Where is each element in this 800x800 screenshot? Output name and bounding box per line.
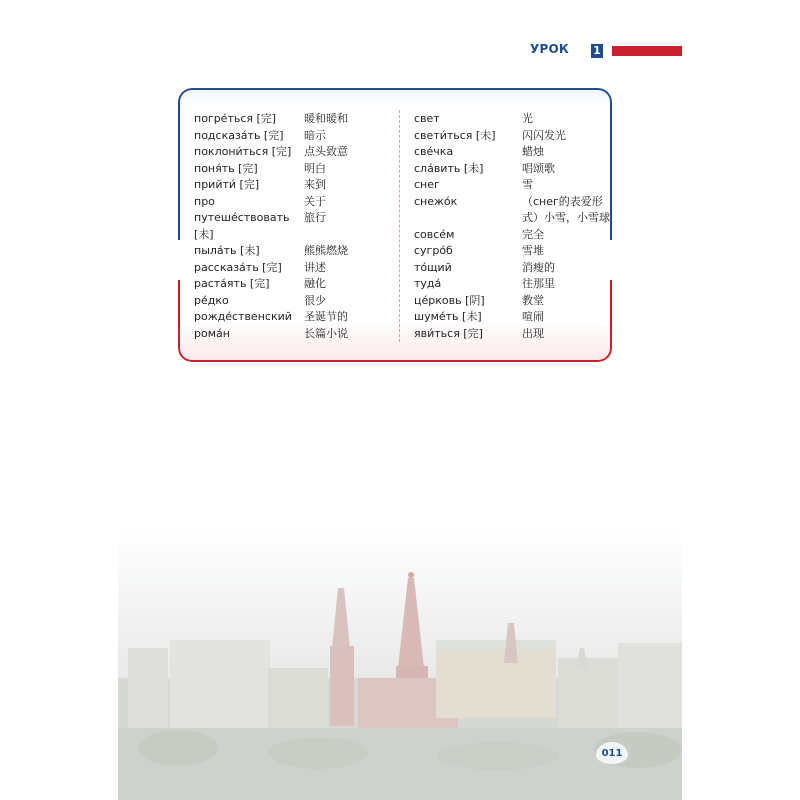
- vocab-row: [414, 161, 609, 178]
- chinese-translation: 熊熊燃烧: [304, 244, 348, 257]
- chinese-translation: 点头致意: [304, 145, 348, 158]
- vocab-row: [414, 111, 609, 128]
- chinese-translation: 融化: [304, 277, 326, 290]
- chinese-translation: 圣诞节的: [304, 310, 348, 323]
- russian-word: погре́ться [完]: [194, 112, 277, 125]
- russian-word: [未]: [194, 227, 214, 241]
- russian-word: путеше́ствовать: [194, 211, 290, 224]
- chinese-translation: 唱颂歌: [522, 161, 555, 175]
- chinese-translation: 蜡烛: [522, 145, 544, 158]
- vocab-row: [414, 128, 609, 145]
- russian-word: прийти́ [完]: [194, 178, 260, 191]
- chinese-translation: 往那里: [522, 277, 555, 290]
- vocab-row: [194, 161, 394, 178]
- vocabulary-card: [178, 88, 612, 362]
- vocab-row: [194, 227, 394, 244]
- header-stripe-red: [612, 46, 682, 56]
- vocab-row: [414, 326, 609, 343]
- lesson-label: УРОК: [530, 42, 569, 56]
- chinese-translation: 旅行: [304, 211, 326, 224]
- vocab-row: [194, 276, 394, 293]
- chinese-translation: 明白: [304, 161, 326, 175]
- chinese-translation: （снег的表爱形: [522, 194, 603, 208]
- vocab-row: [414, 144, 609, 161]
- russian-word: подсказа́ть [完]: [194, 128, 284, 142]
- chinese-translation: 式）小雪，小雪球: [522, 211, 610, 224]
- russian-word: свет: [414, 112, 440, 125]
- chinese-translation: 来到: [304, 178, 326, 191]
- vocab-row: [194, 309, 394, 326]
- page-number: 011: [596, 742, 628, 764]
- russian-word: це́рковь [阴]: [414, 293, 485, 307]
- russian-word: снежо́к: [414, 194, 458, 208]
- russian-word: свети́ться [未]: [414, 128, 496, 142]
- header-stripe-white: [603, 46, 612, 56]
- vocab-row: [414, 276, 609, 293]
- russian-word: снег: [414, 178, 440, 191]
- russian-word: сла́вить [未]: [414, 161, 484, 175]
- russian-word: ре́дко: [194, 293, 229, 307]
- russian-word: поклони́ться [完]: [194, 145, 292, 158]
- vocab-row: [194, 243, 394, 260]
- chinese-translation: 闪闪发光: [522, 128, 566, 142]
- chinese-translation: 喧闹: [522, 310, 544, 323]
- vocab-row: [414, 177, 609, 194]
- russian-word: про: [194, 194, 215, 208]
- chinese-translation: 暗示: [304, 128, 326, 142]
- russian-word: совсе́м: [414, 227, 455, 241]
- russian-word: шуме́ть [未]: [414, 310, 482, 323]
- chinese-translation: 很少: [304, 293, 326, 307]
- vocab-row: [414, 260, 609, 277]
- chinese-translation: 雪: [522, 178, 533, 191]
- russian-word: туда́: [414, 277, 442, 290]
- chinese-translation: 雪堆: [522, 244, 544, 257]
- chinese-translation: 长篇小说: [304, 326, 348, 340]
- vocab-row: [414, 210, 609, 227]
- vocab-row: [194, 177, 394, 194]
- column-divider: [399, 110, 400, 342]
- vocab-row: [194, 128, 394, 145]
- russian-word: сугро́б: [414, 244, 453, 257]
- russian-word: рассказа́ть [完]: [194, 260, 282, 274]
- vocab-row: [194, 111, 394, 128]
- vocab-row: [194, 144, 394, 161]
- russian-word: раста́ять [完]: [194, 277, 270, 290]
- russian-word: пыла́ть [未]: [194, 244, 260, 257]
- chinese-translation: 暖和暖和: [304, 112, 348, 125]
- lesson-number: 1: [591, 44, 603, 58]
- russian-word: то́щий: [414, 260, 452, 274]
- russian-word: поня́ть [完]: [194, 161, 258, 175]
- vocab-row: [414, 293, 609, 310]
- chinese-translation: 消瘦的: [522, 260, 555, 274]
- chinese-translation: 完全: [522, 227, 544, 241]
- chinese-translation: 出现: [522, 326, 544, 340]
- chinese-translation: 教堂: [522, 293, 544, 307]
- chinese-translation: 光: [522, 112, 533, 125]
- chinese-translation: 关于: [304, 194, 326, 208]
- vocab-row: [194, 326, 394, 343]
- vocab-row: [194, 210, 394, 227]
- vocab-row: [194, 194, 394, 211]
- vocab-row: [414, 227, 609, 244]
- lesson-header: [530, 44, 682, 58]
- vocab-row: [414, 309, 609, 326]
- vocab-row: [414, 194, 609, 211]
- vocab-column-right: [414, 111, 609, 342]
- russian-word: све́чка: [414, 145, 454, 158]
- russian-word: рома́н: [194, 326, 230, 340]
- russian-word: яви́ться [完]: [414, 326, 483, 340]
- russian-word: рожде́ственский: [194, 310, 292, 323]
- vocab-row: [194, 260, 394, 277]
- vocab-row: [414, 243, 609, 260]
- vocab-row: [194, 293, 394, 310]
- vocab-column-left: [194, 111, 394, 342]
- chinese-translation: 讲述: [304, 260, 326, 274]
